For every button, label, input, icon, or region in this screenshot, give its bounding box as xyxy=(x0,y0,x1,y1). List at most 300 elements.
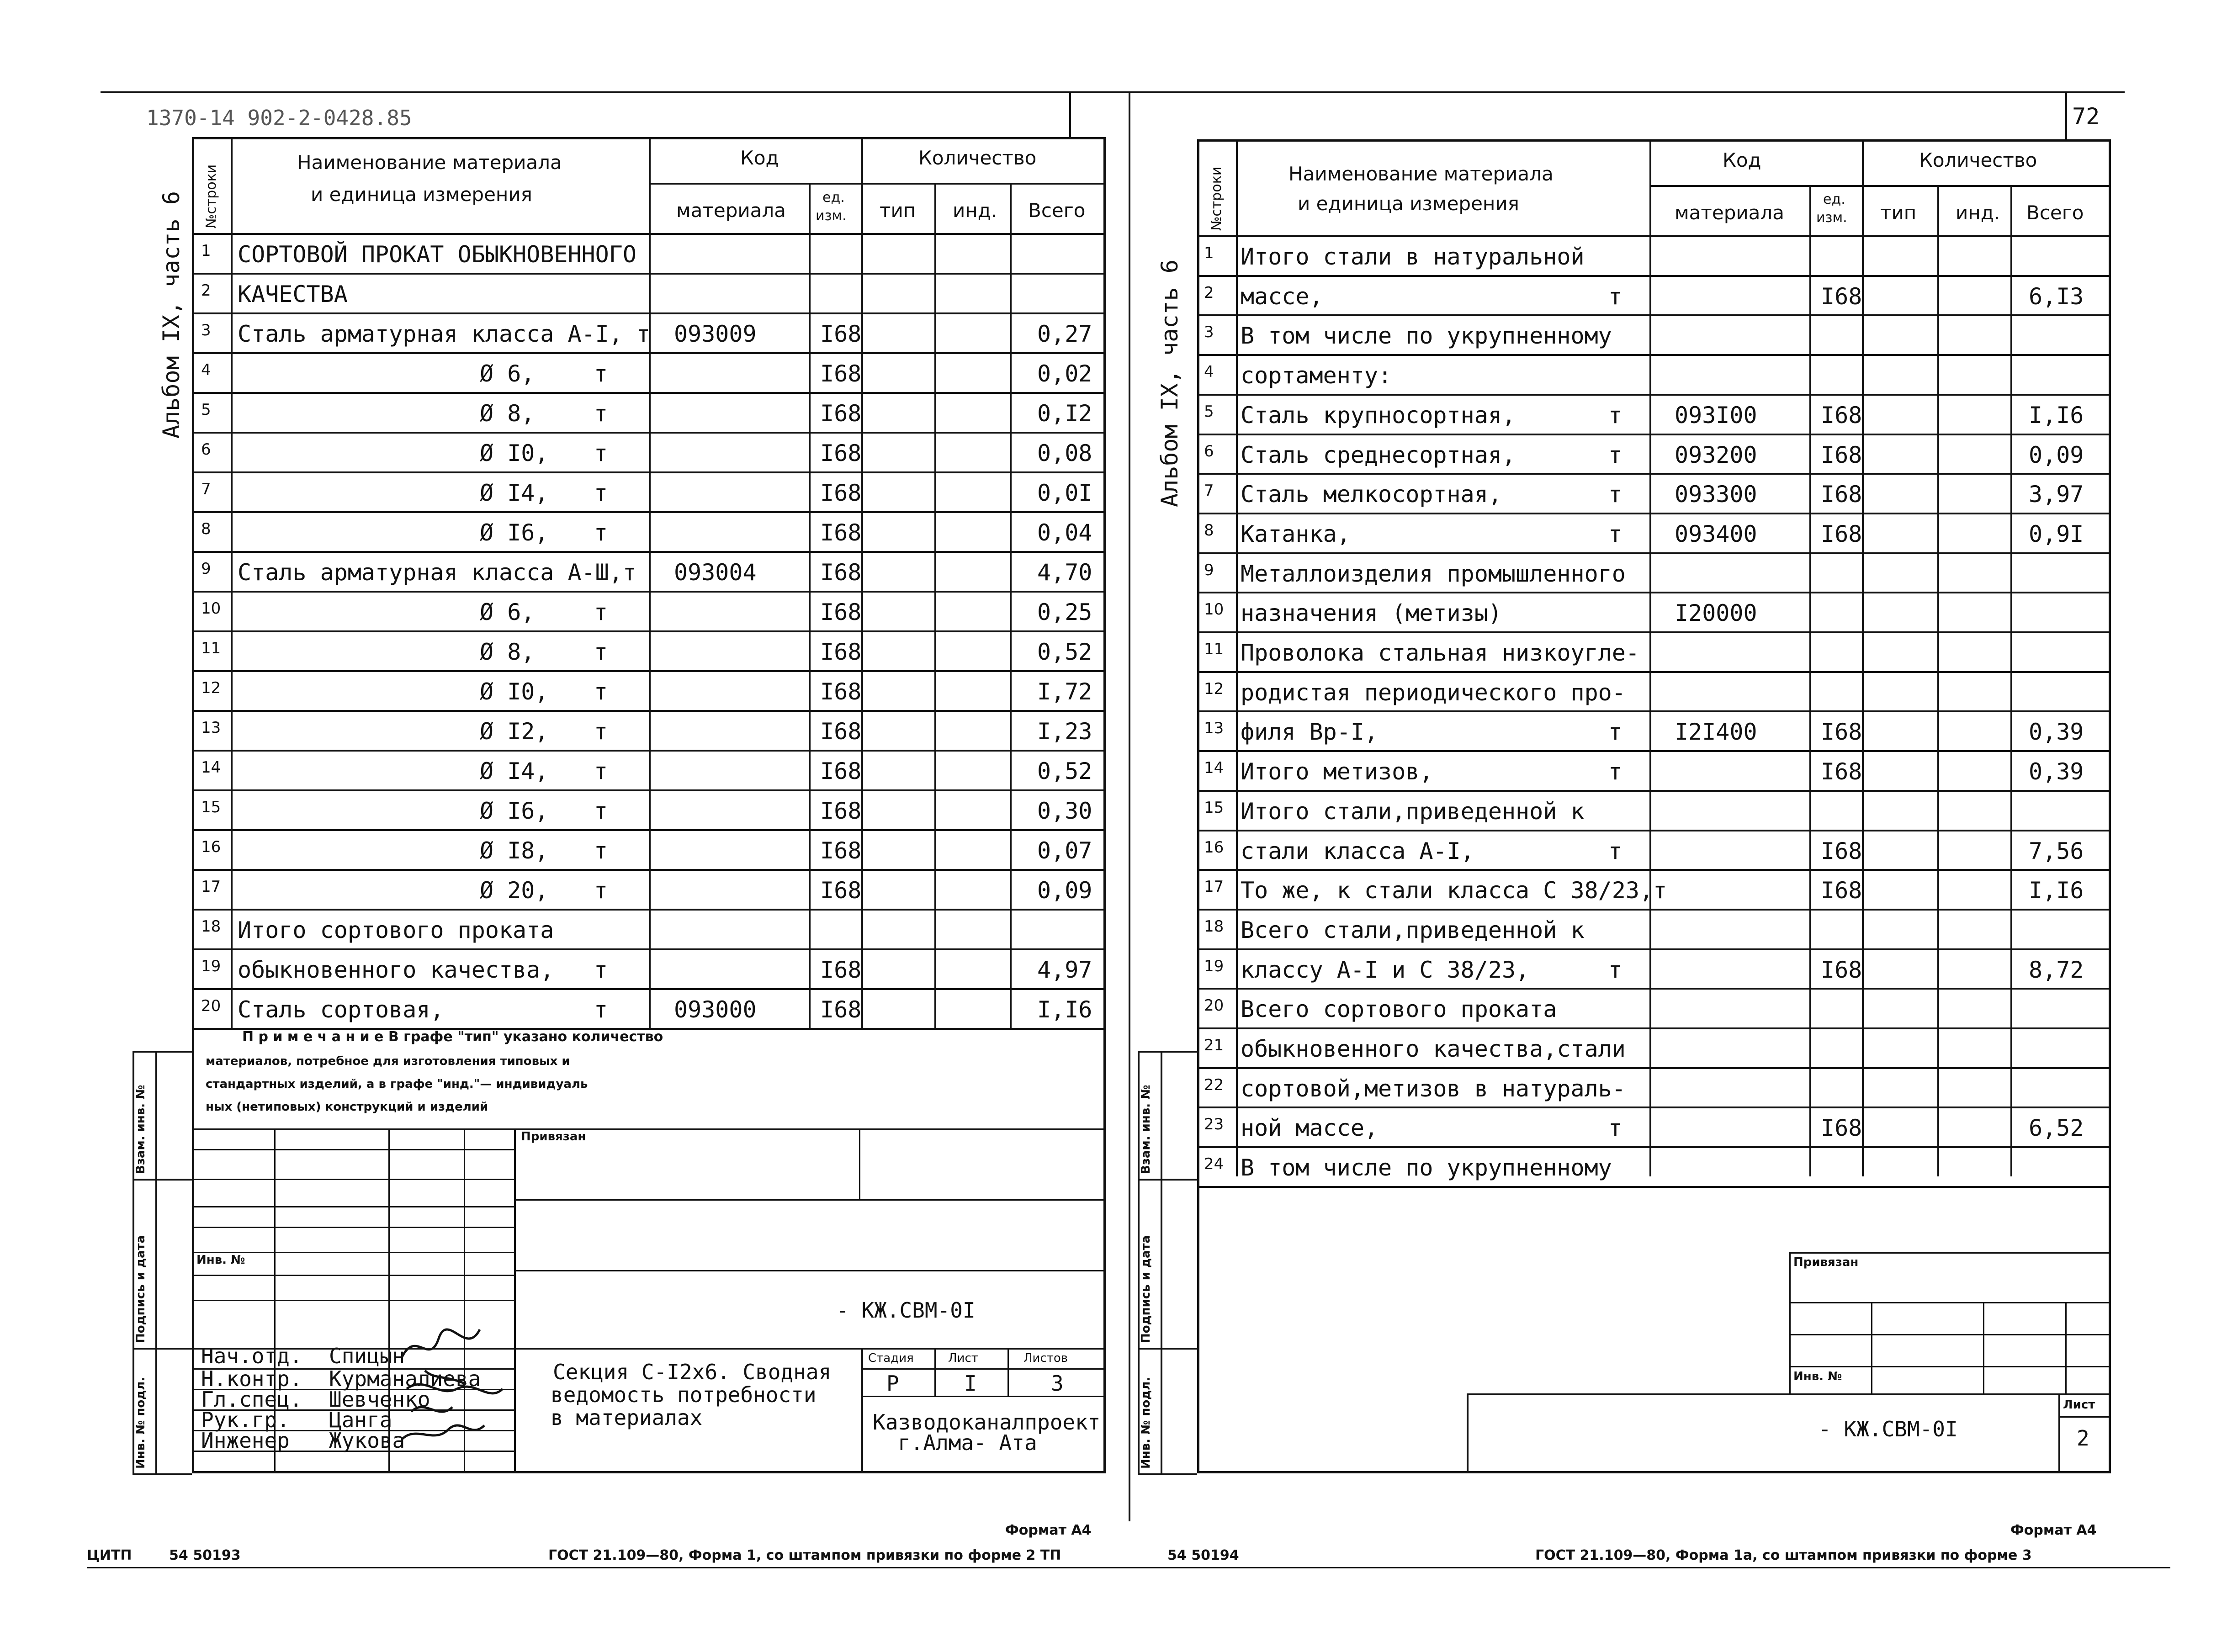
stamp-row7 xyxy=(192,1300,514,1301)
top-code-line xyxy=(101,91,1129,93)
row-number: 21 xyxy=(1204,1036,1224,1054)
material-name: КАЧЕСТВА xyxy=(238,281,348,307)
r-stamp-row1 xyxy=(1789,1302,2111,1303)
row-number: 13 xyxy=(201,719,221,737)
unit-code: I68 xyxy=(820,996,862,1023)
r-side-label-podpis: Подпись и дата xyxy=(1139,1235,1153,1343)
stamp-row3 xyxy=(192,1206,514,1207)
unit-code: I68 xyxy=(820,639,862,665)
row-number: 17 xyxy=(201,878,221,896)
row-line xyxy=(1197,552,2111,554)
total-value: 0,30 xyxy=(1037,798,1092,824)
hdr-name-line1: Наименование материала xyxy=(297,151,562,174)
stamp-row2 xyxy=(192,1179,514,1180)
total-value: 0,25 xyxy=(1037,599,1092,625)
row-number: 19 xyxy=(201,957,221,975)
row-number: 11 xyxy=(1204,640,1224,658)
row-line xyxy=(1197,631,2111,633)
unit-of-measure: т xyxy=(1608,838,1623,864)
footer-org: ЦИТП xyxy=(87,1547,132,1563)
unit-code: I68 xyxy=(820,718,862,745)
unit-of-measure: т xyxy=(1608,957,1623,983)
material-code: 093000 xyxy=(674,996,757,1023)
unit-code: I68 xyxy=(1821,877,1862,904)
total-value: 0,04 xyxy=(1037,519,1092,546)
total-value: 8,72 xyxy=(2029,957,2084,983)
row-number: 12 xyxy=(201,679,221,697)
total-value: 0,9I xyxy=(2029,521,2084,547)
unit-of-measure: т xyxy=(1608,758,1623,785)
row-line xyxy=(192,829,1106,831)
row-number: 19 xyxy=(1204,957,1224,975)
material-name: Всего стали,приведенной к xyxy=(1241,917,1585,943)
row-line xyxy=(1197,275,2111,277)
row-number: 1 xyxy=(1204,244,1214,262)
unit-of-measure: т xyxy=(594,877,608,904)
side-col-div1 xyxy=(133,1179,192,1181)
r-stamp-col3 xyxy=(2065,1302,2067,1393)
unit-of-measure: т xyxy=(594,798,608,824)
row-number: 2 xyxy=(1204,284,1214,302)
row-line xyxy=(192,591,1106,593)
side-label-vzam: Взам. инв. № xyxy=(134,1085,148,1174)
left-title-line2: ведомость потребности xyxy=(551,1382,817,1407)
total-value: I,I6 xyxy=(1037,996,1092,1023)
row-line xyxy=(192,789,1106,791)
unit-code: I68 xyxy=(1821,521,1862,547)
diameter: Ø I0, xyxy=(480,678,549,705)
r-stamp-row2 xyxy=(1789,1334,2111,1335)
diameter: Ø I0, xyxy=(480,440,549,466)
material-name: Итого стали,приведенной к xyxy=(1241,798,1585,825)
unit-code: I68 xyxy=(1821,838,1862,864)
row-number: 4 xyxy=(201,361,211,379)
unit-of-measure: т xyxy=(1608,719,1623,745)
r-stamp-sheet-hdr xyxy=(2058,1416,2111,1418)
hdr-type: тип xyxy=(880,199,916,222)
row-number: 18 xyxy=(1204,917,1224,936)
r-stamp-col2 xyxy=(1983,1302,1984,1393)
r-hdr-row-label: №строки xyxy=(1209,166,1225,231)
material-name: Итого метизов, xyxy=(1241,758,1433,785)
total-value: 0,09 xyxy=(1037,877,1092,904)
material-name: классу А-I и С 38/23, xyxy=(1241,957,1530,983)
r-hdr-type: тип xyxy=(1880,201,1917,224)
row-line xyxy=(1197,750,2111,752)
right-sheet-value: 2 xyxy=(2077,1426,2089,1451)
stamp-person: Шевченко xyxy=(329,1387,430,1412)
material-name: назначения (метизы) xyxy=(1241,600,1502,626)
row-number: 10 xyxy=(201,599,221,618)
row-line xyxy=(192,352,1106,354)
row-line xyxy=(192,432,1106,434)
material-name: В том числе по укрупненному xyxy=(1241,323,1612,349)
total-value: I,I6 xyxy=(2029,877,2084,904)
right-inv-label: Инв. № xyxy=(1793,1370,1842,1383)
r-hdr-individual: инд. xyxy=(1956,201,2000,224)
material-name: обыкновенного качества,стали xyxy=(1241,1036,1626,1062)
unit-code: I68 xyxy=(820,599,862,625)
stamp-stage-left xyxy=(861,1348,863,1473)
material-name: стали класса А-I, xyxy=(1241,838,1474,864)
row-line xyxy=(1197,671,2111,673)
material-code: 093004 xyxy=(674,559,757,586)
right-sheet-label: Лист xyxy=(2063,1398,2095,1412)
row-number: 14 xyxy=(201,758,221,777)
material-code: I2I400 xyxy=(1675,719,1757,745)
unit-code: I68 xyxy=(820,360,862,387)
total-value: 0,52 xyxy=(1037,758,1092,784)
row-number: 15 xyxy=(1204,799,1224,817)
total-value: 4,97 xyxy=(1037,957,1092,983)
unit-code: I68 xyxy=(820,837,862,864)
unit-of-measure: т xyxy=(594,400,608,427)
material-code: 093400 xyxy=(1675,521,1757,547)
stamp-role: Рук.гр. xyxy=(201,1408,290,1432)
hdr-total: Всего xyxy=(1028,199,1086,222)
hdr-quantity: Количество xyxy=(918,147,1037,169)
col-unit-line xyxy=(809,183,811,1028)
row-number: 6 xyxy=(1204,442,1214,461)
stamp-row1 xyxy=(192,1149,514,1150)
unit-code: I68 xyxy=(1821,402,1862,429)
row-number: 23 xyxy=(1204,1115,1224,1133)
row-number: 12 xyxy=(1204,680,1224,698)
note-line1 xyxy=(242,1030,663,1044)
row-line xyxy=(1197,354,2111,356)
hdr-unit-line2: изм. xyxy=(816,208,847,224)
unit-code: I68 xyxy=(820,877,862,904)
material-name: обыкновенного качества, xyxy=(238,957,554,983)
album-label-right: Альбом IX, часть 6 xyxy=(1156,259,1183,507)
unit-code: I68 xyxy=(820,321,862,347)
right-doc-code: - КЖ.СВМ-0I xyxy=(1819,1417,1958,1441)
row-line xyxy=(192,909,1106,911)
row-number: 5 xyxy=(201,401,211,419)
row-number: 9 xyxy=(1204,561,1214,579)
diameter: Ø 6, xyxy=(480,360,535,387)
r-col-n-line xyxy=(1236,139,1238,1176)
material-code: 093300 xyxy=(1675,481,1757,508)
r-hdr-total: Всего xyxy=(2026,201,2084,224)
total-value: 0,08 xyxy=(1037,440,1092,466)
row-number: 10 xyxy=(1204,600,1224,619)
r-stamp-code-top xyxy=(1467,1393,2111,1395)
row-number: 2 xyxy=(201,281,211,300)
row-line xyxy=(192,750,1106,752)
row-number: 3 xyxy=(201,321,211,339)
footer-order-left: 54 50193 xyxy=(169,1547,241,1563)
row-line xyxy=(192,471,1106,473)
side-label-podpis: Подпись и дата xyxy=(134,1235,148,1343)
total-value: I,23 xyxy=(1037,718,1092,745)
unit-code: I68 xyxy=(1821,442,1862,468)
r-side-col-bottom xyxy=(1138,1473,1197,1475)
hdr-row-label: №строки xyxy=(203,164,219,228)
side-col-bottom xyxy=(133,1473,192,1475)
stamp-stage-hdr xyxy=(861,1368,1106,1370)
row-number: 20 xyxy=(201,997,221,1015)
right-top-line xyxy=(1129,91,2125,93)
col-type-line xyxy=(861,137,863,1028)
stamp-priv-split xyxy=(859,1128,860,1199)
right-left-edge xyxy=(1129,91,1130,1521)
unit-of-measure: т xyxy=(594,837,608,864)
material-code: 093009 xyxy=(674,321,757,347)
note-line4: ных (нетиповых) конструкций и изделий xyxy=(206,1100,488,1114)
top-code-end xyxy=(1069,91,1071,137)
stamp-person: Спицын xyxy=(329,1344,405,1368)
side-label-inv: Инв. № подл. xyxy=(134,1377,148,1469)
album-label-left: Альбом IX, часть 6 xyxy=(158,191,185,439)
note-line3: стандартных изделий, а в графе "инд."— индивидуаль xyxy=(206,1077,588,1091)
r-stamp-sheet-left xyxy=(2058,1393,2060,1473)
row-number: 24 xyxy=(1204,1155,1224,1173)
total-value: 3,97 xyxy=(2029,481,2084,508)
row-number: 14 xyxy=(1204,759,1224,777)
material-code: 093I00 xyxy=(1675,402,1757,429)
material-name: То же, к стали класса С 38/23,т xyxy=(1241,877,1667,904)
left-title-line1: Секция С-I2х6. Сводная xyxy=(553,1360,832,1384)
total-value: 0,02 xyxy=(1037,360,1092,387)
material-name: Сталь арматурная класса А-I, т xyxy=(238,321,651,347)
col-total-line xyxy=(1010,183,1012,1028)
row-line xyxy=(1197,434,2111,435)
total-value: 0,27 xyxy=(1037,321,1092,347)
row-line xyxy=(1197,1186,2111,1188)
material-name: Катанка, xyxy=(1241,521,1351,547)
format-label-right: Формат А4 xyxy=(2010,1522,2097,1538)
unit-code: I68 xyxy=(1821,758,1862,785)
r-col-type-line xyxy=(1862,139,1864,1176)
row-line xyxy=(192,273,1106,275)
col-n-line xyxy=(231,137,233,1028)
side-col-div2 xyxy=(133,1348,192,1350)
format-label-left: Формат А4 xyxy=(1005,1522,1092,1538)
row-number: 11 xyxy=(201,639,221,657)
unit-of-measure: т xyxy=(1608,442,1623,468)
material-name: сортовой,метизов в натураль- xyxy=(1241,1075,1626,1102)
row-line xyxy=(1197,790,2111,792)
hdr-name-line2: и единица измерения xyxy=(311,183,532,206)
side-col-top xyxy=(133,1051,192,1053)
r-hdr-unit-line1: ед. xyxy=(1823,191,1845,207)
row-line xyxy=(192,630,1106,632)
r-stamp-row3 xyxy=(1789,1366,2111,1367)
r-stamp-left xyxy=(1789,1252,1791,1393)
stage-label: Стадия xyxy=(868,1351,914,1365)
right-privyazan-label: Привязан xyxy=(1793,1255,1859,1269)
col-ind-line xyxy=(934,183,936,1028)
r-hdr-unit-line2: изм. xyxy=(1816,210,1847,226)
unit-of-measure: т xyxy=(594,957,608,983)
r-hdr-code: Код xyxy=(1723,149,1761,171)
hdr-code: Код xyxy=(740,147,779,169)
total-value: I,72 xyxy=(1037,678,1092,705)
sheet-value: I xyxy=(964,1371,977,1396)
material-name: Проволока стальная низкоугле- xyxy=(1241,640,1639,666)
unit-of-measure: т xyxy=(1608,402,1623,429)
material-name: сортаменту: xyxy=(1241,362,1392,389)
row-line xyxy=(1197,592,2111,593)
unit-code: I68 xyxy=(820,798,862,824)
footer-order-right: 54 50194 xyxy=(1167,1547,1239,1563)
r-stamp-top xyxy=(1789,1252,2111,1254)
total-value: 4,70 xyxy=(1037,559,1092,586)
material-code: I20000 xyxy=(1675,600,1757,626)
left-inv-label: Инв. № xyxy=(196,1253,245,1267)
material-name: массе, xyxy=(1241,283,1323,310)
row-number: 8 xyxy=(201,520,211,538)
stage-value: Р xyxy=(886,1371,899,1396)
row-number: 13 xyxy=(1204,719,1224,737)
r-hdr-name-line2: и единица измерения xyxy=(1298,192,1519,215)
r-side-label-vzam: Взам. инв. № xyxy=(1139,1085,1153,1174)
left-title-line3: в материалах xyxy=(551,1405,703,1430)
stamp-top xyxy=(192,1128,1106,1130)
row-line xyxy=(1197,869,2111,871)
note-line2: материалов, потребное для изготовления типовых и xyxy=(206,1054,570,1068)
unit-of-measure: т xyxy=(594,639,608,665)
unit-code: I68 xyxy=(1821,283,1862,310)
unit-of-measure: т xyxy=(1608,283,1623,310)
row-line xyxy=(1197,710,2111,712)
unit-of-measure: т xyxy=(1608,1115,1623,1141)
row-line xyxy=(192,670,1106,672)
row-number: 3 xyxy=(1204,323,1214,341)
total-value: 0,0I xyxy=(1037,480,1092,506)
row-line xyxy=(192,988,1106,990)
col-code-line xyxy=(649,137,651,1028)
row-number: 15 xyxy=(201,798,221,816)
footer-gost-left: ГОСТ 21.109—80, Форма 1, со штампом привязки по форме 2 ТП xyxy=(548,1547,1061,1563)
row-number: 1 xyxy=(201,242,211,260)
diameter: Ø I8, xyxy=(480,837,549,864)
total-value: 7,56 xyxy=(2029,838,2084,864)
stamp-role: Н.контр. xyxy=(201,1366,302,1391)
org-line2: г.Алма- Ата xyxy=(898,1430,1037,1455)
top-left-code: 1370-14 902-2-0428.85 xyxy=(146,106,412,130)
material-code: 093200 xyxy=(1675,442,1757,468)
row-number: 7 xyxy=(1204,482,1214,500)
stamp-person: Жукова xyxy=(329,1428,405,1453)
material-name: Металлоизделия промышленного xyxy=(1241,561,1626,587)
material-name: Сталь крупносортная, xyxy=(1241,402,1516,429)
row-line xyxy=(192,948,1106,950)
r-side-col-top xyxy=(1138,1051,1197,1053)
footer-gost-right: ГОСТ 21.109—80, Форма 1а, со штампом привязки по форме 3 xyxy=(1535,1547,2032,1563)
page-number-box-line xyxy=(2065,91,2067,139)
r-col-code-line xyxy=(1649,139,1651,1176)
stamp-person: Курманалиева xyxy=(329,1366,481,1391)
row-number: 17 xyxy=(1204,878,1224,896)
material-name: В том числе по укрупненному xyxy=(1241,1154,1612,1181)
row-line xyxy=(1197,830,2111,831)
row-number: 18 xyxy=(201,917,221,936)
row-line xyxy=(1197,473,2111,475)
unit-of-measure: т xyxy=(594,678,608,705)
row-number: 7 xyxy=(201,480,211,498)
hdr-individual: инд. xyxy=(953,199,997,222)
note-text1: В графе "тип" указано количество xyxy=(383,1029,663,1045)
diameter: Ø I2, xyxy=(480,718,549,745)
row-number: 6 xyxy=(201,440,211,459)
material-name: Сталь сортовая, xyxy=(238,996,444,1023)
total-value: 0,09 xyxy=(2029,442,2084,468)
total-value: 0,52 xyxy=(1037,639,1092,665)
r-side-col-div2 xyxy=(1138,1348,1197,1350)
unit-code: I68 xyxy=(820,519,862,546)
stamp-role: Инженер xyxy=(201,1428,290,1453)
unit-code: I68 xyxy=(820,400,862,427)
row-line xyxy=(1197,1146,2111,1148)
sheets-value: 3 xyxy=(1051,1371,1064,1396)
unit-of-measure: т xyxy=(1608,481,1623,508)
row-line xyxy=(1197,394,2111,396)
r-stamp-col1 xyxy=(1871,1302,1872,1393)
row-number: 5 xyxy=(1204,402,1214,421)
unit-code: I68 xyxy=(1821,481,1862,508)
side-col-inner xyxy=(155,1051,157,1473)
stamp-role: Нач.отд. xyxy=(201,1344,302,1368)
material-name: Сталь мелкосортная, xyxy=(1241,481,1502,508)
diameter: Ø 20, xyxy=(480,877,549,904)
stamp-stage-val xyxy=(861,1396,1106,1397)
stamp-sheets-col xyxy=(1007,1348,1009,1396)
row-number: 4 xyxy=(1204,363,1214,381)
diameter: Ø 6, xyxy=(480,599,535,625)
unit-of-measure: т xyxy=(1608,521,1623,547)
unit-of-measure: т xyxy=(594,519,608,546)
unit-of-measure: т xyxy=(594,718,608,745)
row-line xyxy=(1197,1107,2111,1108)
row-line xyxy=(1197,909,2111,911)
r-side-col-div1 xyxy=(1138,1179,1197,1181)
row-line xyxy=(1197,988,2111,990)
stamp-person: Цанга xyxy=(329,1408,392,1432)
unit-code: I68 xyxy=(820,480,862,506)
row-line xyxy=(1197,1067,2111,1069)
material-name: Сталь арматурная класса А-Ш,т xyxy=(238,559,636,586)
material-name: ной массе, xyxy=(1241,1115,1379,1141)
r-hdr-line-mid xyxy=(1649,185,2111,187)
unit-of-measure: т xyxy=(594,758,608,784)
unit-code: I68 xyxy=(820,758,862,784)
total-value: 0,I2 xyxy=(1037,400,1092,427)
diameter: Ø 8, xyxy=(480,639,535,665)
material-name: Итого стали в натуральной xyxy=(1241,244,1585,270)
hdr-line-mid xyxy=(649,183,1106,185)
stamp-row4 xyxy=(192,1227,514,1228)
total-value: 0,39 xyxy=(2029,719,2084,745)
row-line xyxy=(192,511,1106,513)
material-name: СОРТОВОЙ ПРОКАТ ОБЫКНОВЕННОГО xyxy=(238,241,636,268)
row-line xyxy=(1197,948,2111,950)
r-side-label-inv: Инв. № подл. xyxy=(1139,1377,1153,1469)
r-side-col-inner xyxy=(1161,1051,1162,1473)
row-line xyxy=(192,312,1106,314)
unit-of-measure: т xyxy=(594,480,608,506)
row-line xyxy=(192,710,1106,712)
unit-of-measure: т xyxy=(594,440,608,466)
hdr-unit-line1: ед. xyxy=(822,190,845,206)
stamp-priv-line xyxy=(514,1199,1106,1201)
material-name: Всего сортового проката xyxy=(1241,996,1557,1022)
hdr-material: материала xyxy=(676,199,786,222)
r-hdr-quantity: Количество xyxy=(1919,149,2037,171)
left-privyazan-label: Привязан xyxy=(521,1130,586,1144)
r-hdr-material: материала xyxy=(1675,201,1785,224)
